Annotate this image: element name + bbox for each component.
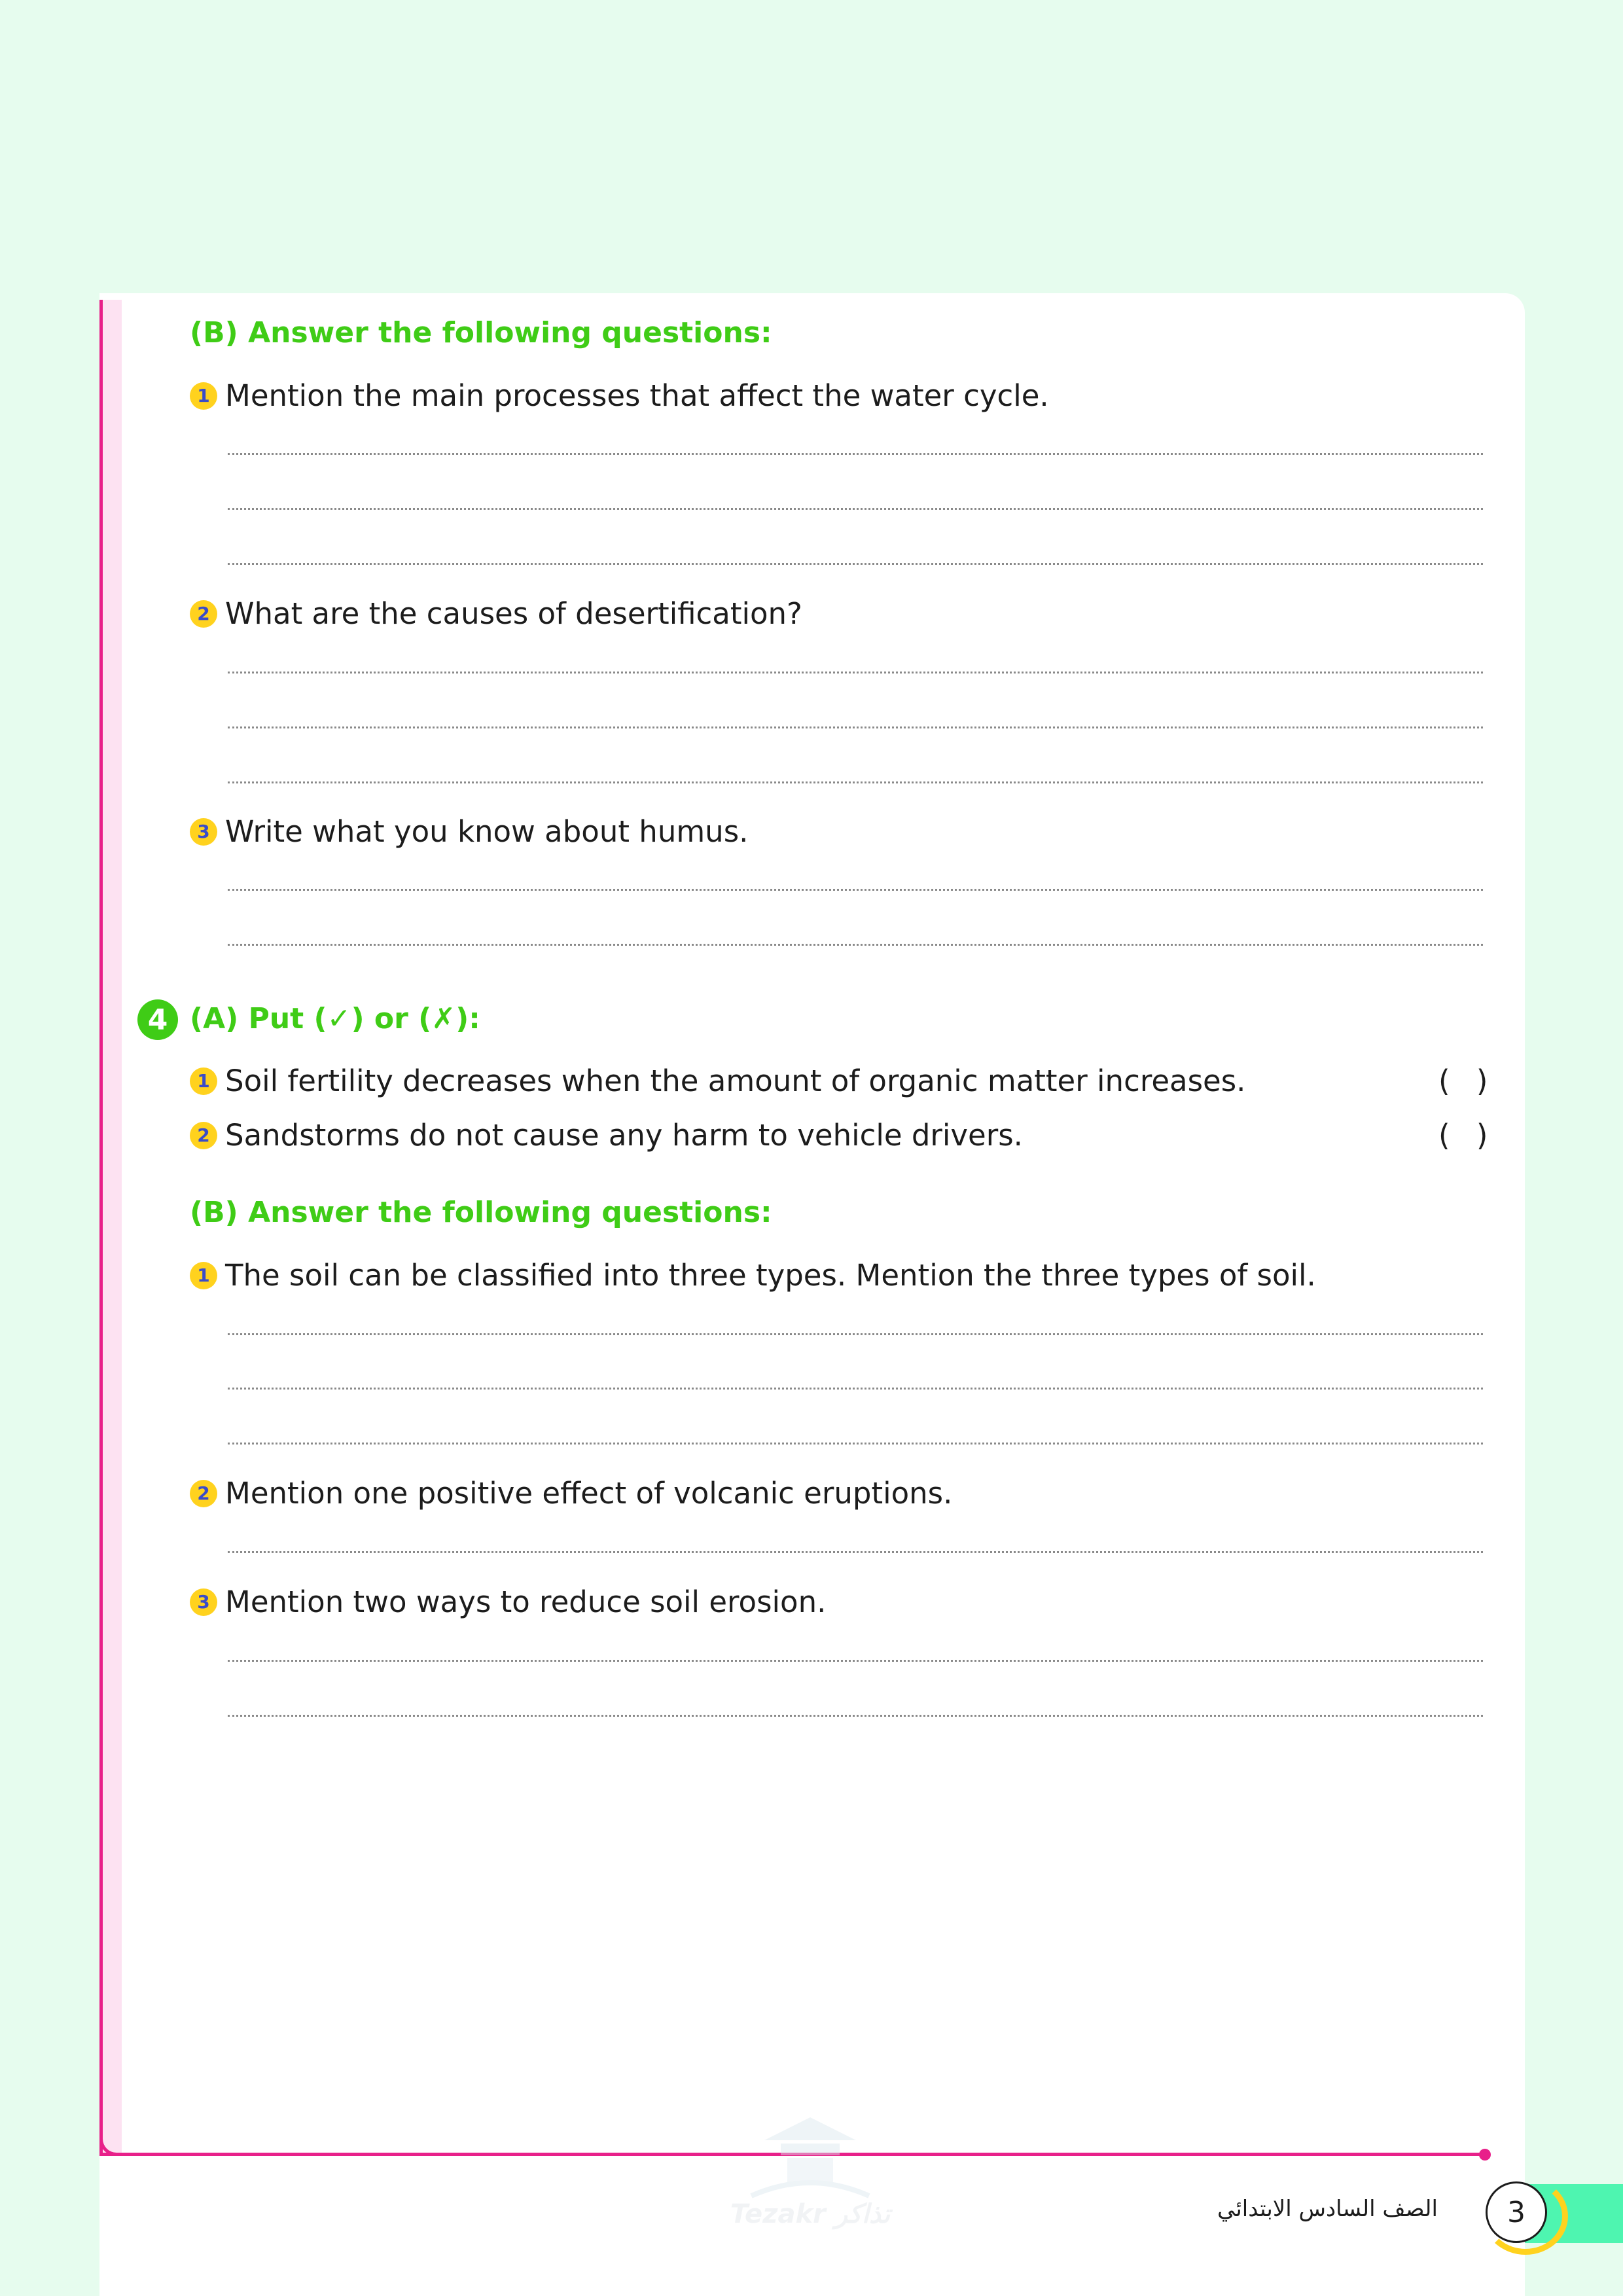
question-3b-2: [190, 594, 802, 634]
question-number-badge: 3: [190, 1588, 217, 1616]
question-3b-1: [190, 376, 1049, 416]
true-false-item-1: [190, 1062, 1245, 1101]
watermark-text: Tezakr تذاكر: [730, 2199, 891, 2229]
question-number-badge: 1: [190, 382, 217, 410]
section-4-number-badge: 4: [137, 999, 178, 1040]
question-text: Mention one positive effect of volcanic eruptions.: [225, 1476, 953, 1511]
answer-line[interactable]: [228, 672, 1483, 673]
question-number-badge: 2: [190, 1122, 217, 1149]
page-number: 3: [1486, 2181, 1547, 2243]
answer-line[interactable]: [228, 1660, 1483, 1662]
question-text: Mention two ways to reduce soil erosion.: [225, 1585, 827, 1619]
question-4b-1: [190, 1256, 1316, 1295]
answer-line[interactable]: [228, 1333, 1483, 1335]
question-text: The soil can be classified into three types. Mention the three types of soil.: [225, 1258, 1316, 1293]
answer-line[interactable]: [228, 1388, 1483, 1390]
answer-line[interactable]: [228, 1443, 1483, 1444]
answer-line[interactable]: [228, 1551, 1483, 1553]
question-4b-2: [190, 1474, 952, 1513]
question-number-badge: 1: [190, 1067, 217, 1095]
question-text: Mention the main processes that affect the water cycle.: [225, 378, 1049, 413]
answer-line[interactable]: [228, 889, 1483, 891]
question-number-badge: 2: [190, 1480, 217, 1507]
watermark-logo: [725, 2111, 895, 2235]
question-4b-3: [190, 1583, 826, 1622]
rule-end-dot: [1479, 2149, 1491, 2161]
answer-line[interactable]: [228, 944, 1483, 946]
answer-line[interactable]: [228, 781, 1483, 783]
answer-brackets[interactable]: ( ): [1438, 1064, 1488, 1098]
question-text: What are the causes of desertification?: [225, 596, 802, 631]
statement-text: Soil fertility decreases when the amount of organic matter increases.: [225, 1064, 1246, 1098]
section-4b-heading: (B) Answer the following questions:: [190, 1196, 772, 1229]
question-number-badge: 1: [190, 1262, 217, 1289]
answer-line[interactable]: [228, 726, 1483, 728]
question-3b-3: [190, 812, 748, 852]
true-false-item-2: [190, 1116, 1023, 1155]
margin-strip: [99, 300, 122, 2155]
question-number-badge: 2: [190, 600, 217, 628]
section-3b-heading: (B) Answer the following questions:: [190, 316, 772, 350]
question-text: Write what you know about humus.: [225, 814, 749, 849]
section-4a-heading: (A) Put (✓) or (✗):: [190, 1002, 480, 1035]
grade-label: الصف السادس الابتدائي: [1217, 2196, 1438, 2222]
answer-line[interactable]: [228, 453, 1483, 455]
statement-text: Sandstorms do not cause any harm to vehicle drivers.: [225, 1118, 1023, 1153]
answer-line[interactable]: [228, 1715, 1483, 1717]
answer-line[interactable]: [228, 508, 1483, 510]
answer-brackets[interactable]: ( ): [1438, 1118, 1488, 1153]
question-number-badge: 3: [190, 818, 217, 846]
answer-line[interactable]: [228, 563, 1483, 565]
